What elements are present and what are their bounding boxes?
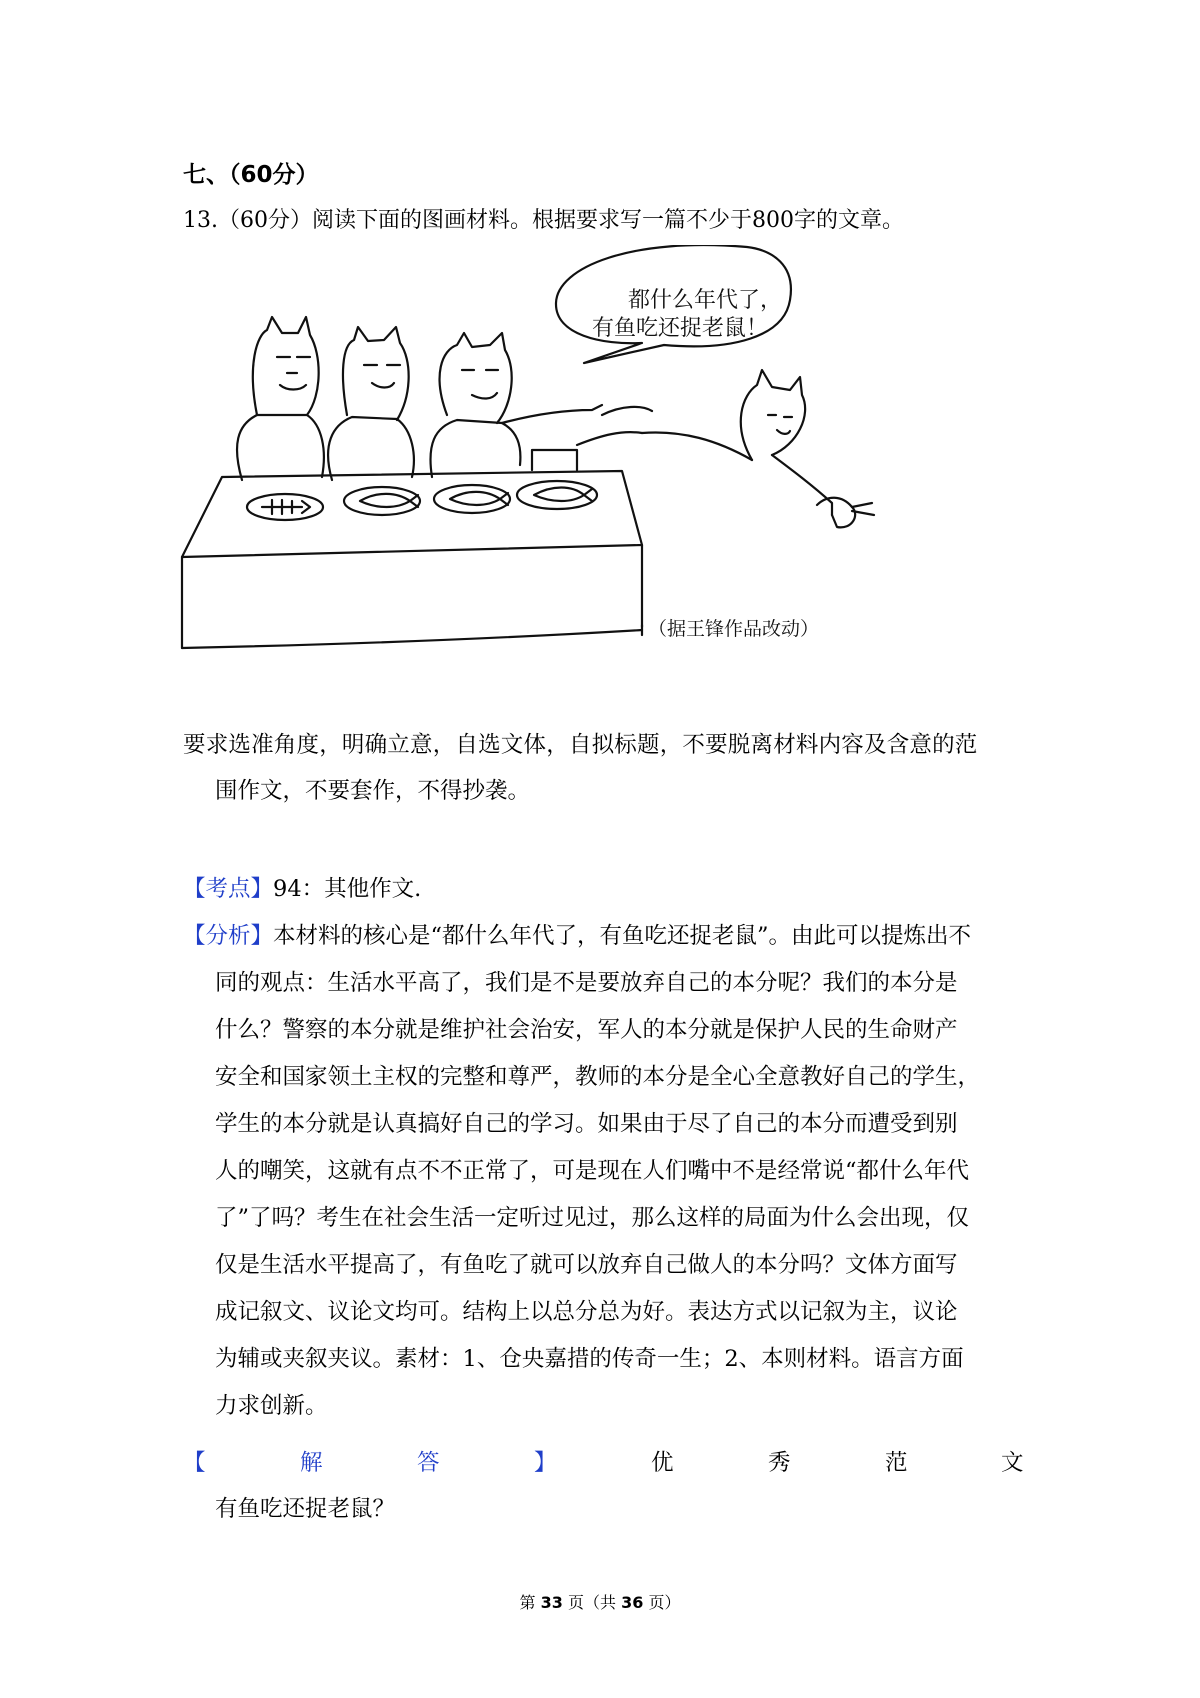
analysis-line: 成记叙文、议论文均可。结构上以总分总为好。表达方式以记叙为主，议论 bbox=[215, 1299, 958, 1325]
analysis-line: 安全和国家领土主权的完整和尊严，教师的本分是全心全意教好自己的学生， bbox=[215, 1064, 981, 1090]
analysis-label: 【分析】 bbox=[183, 923, 274, 949]
answer-char: 】 bbox=[534, 1450, 557, 1476]
answer-char: 解 bbox=[300, 1450, 323, 1476]
page-footer bbox=[0, 1590, 1200, 1613]
cartoon-figure bbox=[172, 245, 937, 705]
footer-total: 36 bbox=[621, 1593, 644, 1612]
speech-line-1: 都什么年代了， bbox=[628, 288, 783, 313]
kaodian-text: 94：其他作文. bbox=[273, 876, 422, 902]
analysis-line: 为辅或夹叙夹议。素材：1、仓央嘉措的传奇一生；2、本则材料。语言方面 bbox=[215, 1346, 964, 1372]
kaodian-row bbox=[183, 871, 421, 903]
answer-char: 范 bbox=[885, 1450, 908, 1476]
analysis-line: 人的嘲笑，这就有点不不正常了，可是现在人们嘴中不是经常说“都什么年代 bbox=[215, 1158, 970, 1184]
footer-page: 33 bbox=[540, 1593, 563, 1612]
answer-char: 答 bbox=[417, 1450, 440, 1476]
answer-char: 秀 bbox=[768, 1450, 791, 1476]
footer-mid: 页（共 bbox=[562, 1593, 622, 1612]
answer-char: 【 bbox=[183, 1450, 206, 1476]
analysis-first-line bbox=[183, 918, 1023, 950]
analysis-line: 什么？警察的本分就是维护社会治安，军人的本分就是保护人民的生命财产 bbox=[215, 1017, 958, 1043]
requirement-line-2: 围作文，不要套作，不得抄袭。 bbox=[215, 778, 531, 804]
answer-char: 优 bbox=[651, 1450, 674, 1476]
answer-heading bbox=[183, 1445, 1023, 1475]
analysis-first-text: 本材料的核心是“都什么年代了，有鱼吃还捉老鼠”。由此可以提炼出不 bbox=[273, 923, 972, 949]
analysis-line: 了”了吗？考生在社会生活一定听过见过，那么这样的局面为什么会出现，仅 bbox=[215, 1205, 970, 1231]
figure-caption: （据王锋作品改动） bbox=[648, 618, 820, 640]
question-text: 13.（60分）阅读下面的图画材料。根据要求写一篇不少于800字的文章。 bbox=[183, 208, 904, 233]
answer-char: 文 bbox=[1001, 1450, 1024, 1476]
requirement-line-1: 要求选准角度，明确立意，自选文体，自拟标题，不要脱离材料内容及含意的范 bbox=[183, 732, 978, 758]
section-title: 七、（60分） bbox=[183, 162, 319, 188]
essay-title: 有鱼吃还捉老鼠？ bbox=[215, 1496, 396, 1522]
analysis-line: 力求创新。 bbox=[215, 1393, 328, 1419]
footer-post: 页） bbox=[643, 1593, 681, 1612]
analysis-line: 仅是生活水平提高了，有鱼吃了就可以放弃自己做人的本分吗？文体方面写 bbox=[215, 1252, 958, 1278]
analysis-line: 同的观点：生活水平高了，我们是不是要放弃自己的本分呢？我们的本分是 bbox=[215, 970, 958, 996]
analysis-line: 学生的本分就是认真搞好自己的学习。如果由于尽了自己的本分而遭受到别 bbox=[215, 1111, 958, 1137]
footer-pre: 第 bbox=[519, 1593, 541, 1612]
speech-line-2: 有鱼吃还捉老鼠！ bbox=[592, 316, 769, 341]
kaodian-label: 【考点】 bbox=[183, 876, 274, 902]
